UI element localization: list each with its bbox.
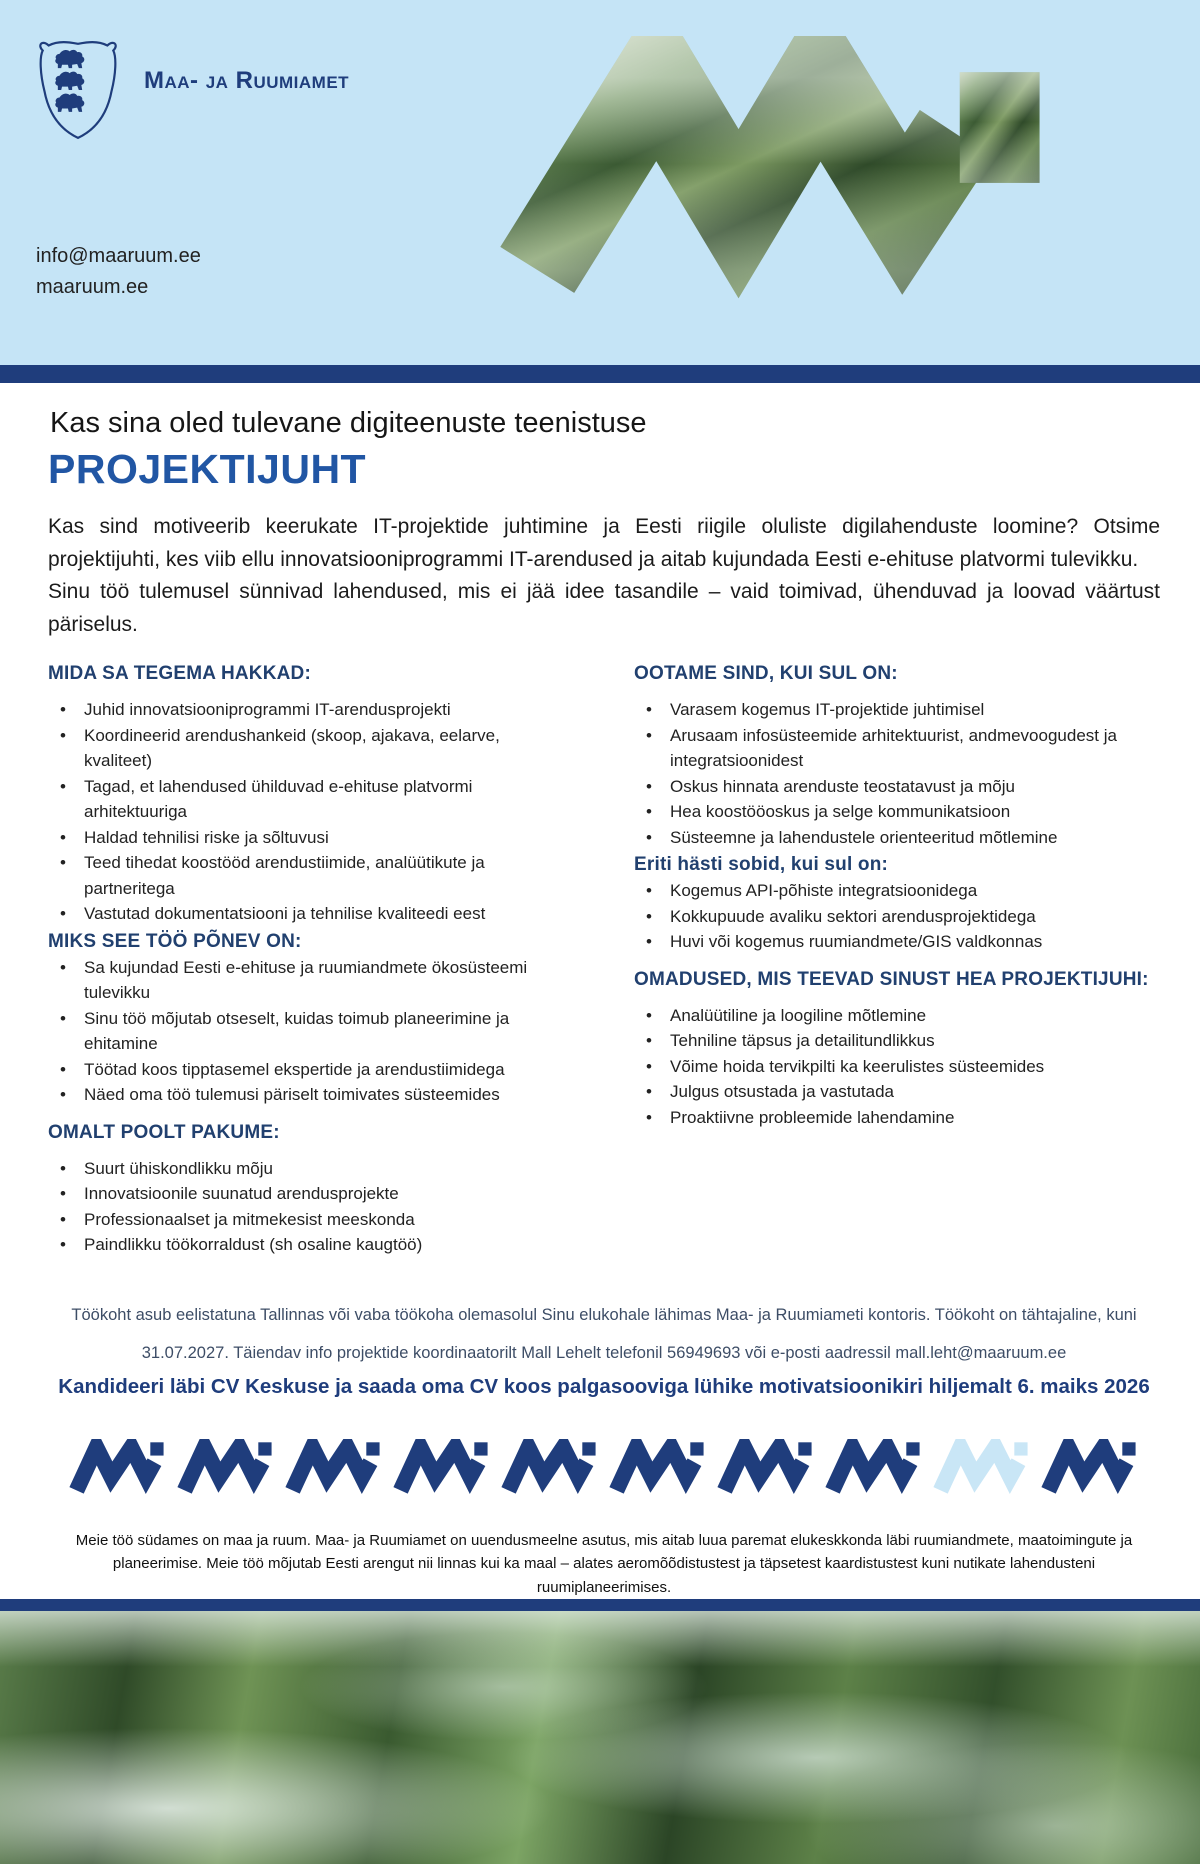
bullet-list — [642, 697, 1156, 850]
list-item: • Arusaam infosüsteemide arhitektuurist, andmevoogudest ja integratsioonidest — [642, 723, 1156, 774]
list-item: • Varasem kogemus IT-projektide juhtimisel — [642, 697, 1156, 723]
section-heading: OOTAME SIND, KUI SUL ON: — [634, 663, 898, 685]
section-heading: Eriti hästi sobid, kui sul on: — [634, 854, 889, 876]
list-item: • Vastutad dokumentatsiooni ja tehnilise kvaliteedi eest — [56, 901, 570, 927]
section-heading: MIDA SA TEGEMA HAKKAD: — [48, 663, 311, 685]
footer-about-text: Meie töö südames on maa ja ruum. Maa- ja Ruumiamet on uuendusmeelne asutus, mis aitab luua paremat elukeskkonda läbi ruumiandmete, maatoimingute ja planeerimise. Meie töö mõjutab Eesti arengut nii linnas kui ka maal – alates aeromõõdistustest ja täpsetest kaardistustest kuni nutikate lahendusteni ruumiplaneerimises. — [75, 1532, 1133, 1596]
kicker-line: Kas sina oled tulevane digiteenuste teenistuse — [50, 407, 647, 439]
logo-pattern-band — [48, 1439, 1160, 1497]
divider-bar-bottom — [0, 1599, 1200, 1611]
contact-website: maaruum.ee — [36, 276, 149, 298]
bullet-list — [56, 1156, 570, 1258]
lion-passant-icon — [55, 50, 84, 68]
list-item: • Haldad tehnilisi riske ja sõltuvusi — [56, 825, 570, 851]
m-logo-icon — [387, 1439, 497, 1497]
main-content — [0, 383, 1200, 1599]
list-item: • Sinu töö mõjutab otseselt, kuidas toimub planeerimine ja ehitamine — [56, 1006, 570, 1057]
section-qualities — [634, 969, 1156, 1131]
list-item: • Sa kujundad Eesti e-ehituse ja ruumiandmete ökosüsteemi tulevikku — [56, 955, 570, 1006]
m-logo-icon — [63, 1439, 173, 1497]
list-item: • Hea koostööoskus ja selge kommunikatsioon — [642, 799, 1156, 825]
section-why-exciting — [48, 931, 570, 1108]
list-item: • Teed tihedat koostööd arendustiimide, analüütikute ja partneritega — [56, 850, 570, 901]
divider-bar-top — [0, 365, 1200, 383]
list-item: • Tehniline täpsus ja detailitundlikkus — [642, 1028, 1156, 1054]
list-item: • Kogemus API-põhiste integratsioonidega — [642, 878, 1156, 904]
list-item: • Juhid innovatsiooniprogrammi IT-arendusprojekti — [56, 697, 570, 723]
m-shaped-landscape-collage — [484, 36, 1062, 308]
contact-block — [36, 241, 201, 303]
m-logo-icon — [1035, 1439, 1145, 1497]
header — [0, 0, 1200, 365]
apply-info-text: Töökoht asub eelistatuna Tallinnas või vaba töökoha olemasolul Sinu elukohale lähimas Maa- ja Ruumiameti kontoris. Töökoht on tähtajaline, kuni 31.07.2027. Täiendav info projektide koordinaatorilt Mall Lehelt telefonil 56949693 või e-posti aadressil mall.leht@maaruum.ee — [71, 1305, 1137, 1363]
lead-paragraph-2: Sinu töö tulemusel sünnivad lahendused, mis ei jää idee tasandile – vaid toimivad, ühenduvad ja loovad väärtust päriselus. — [48, 580, 1160, 636]
section-expectations — [634, 663, 1156, 850]
list-item: • Võime hoida tervikpilti ka keerulistes süsteemides — [642, 1054, 1156, 1080]
aerial-landscape-photo — [0, 1611, 1200, 1864]
bullet-list — [642, 878, 1156, 955]
m-logo-icon — [495, 1439, 605, 1497]
m-logo-icon — [819, 1439, 929, 1497]
list-item: • Suurt ühiskondlikku mõju — [56, 1156, 570, 1182]
list-item: • Näed oma töö tulemusi päriselt toimivates süsteemides — [56, 1082, 570, 1108]
contact-email: info@maaruum.ee — [36, 245, 201, 267]
list-item: • Paindlikku töökorraldust (sh osaline kaugtöö) — [56, 1232, 570, 1258]
m-logo-icon — [171, 1439, 281, 1497]
list-item: • Koordineerid arendushankeid (skoop, ajakava, eelarve, kvaliteet) — [56, 723, 570, 774]
estonian-coat-of-arms-icon — [36, 36, 120, 144]
list-item: • Töötad koos tipptasemel ekspertide ja arendustiimidega — [56, 1057, 570, 1083]
right-column — [634, 663, 1156, 1262]
section-heading: MIKS SEE TÖÖ PÕNEV ON: — [48, 930, 302, 952]
list-item: • Julgus otsustada ja vastutada — [642, 1079, 1156, 1105]
list-item: • Analüütiline ja loogiline mõtlemine — [642, 1003, 1156, 1029]
bullet-list — [56, 955, 570, 1108]
list-item: • Oskus hinnata arenduste teostatavust ja mõju — [642, 774, 1156, 800]
bullet-list — [56, 697, 570, 927]
section-tasks — [48, 663, 570, 927]
lead-paragraph-1: Kas sind motiveerib keerukate IT-projektide juhtimine ja Eesti riigile oluliste digilahenduste loomine? Otsime projektijuhti, kes viib ellu innovatsiooniprogrammi IT-arendused ja aitab kujundada Eesti e-ehituse platvormi tulevikku. — [48, 515, 1160, 571]
list-item: • Innovatsioonile suunatud arendusprojekte — [56, 1181, 570, 1207]
list-item: • Süsteemne ja lahendustele orienteeritud mõtlemine — [642, 825, 1156, 851]
section-especially-suited — [634, 854, 1156, 955]
list-item: • Kokkupuude avaliku sektori arendusprojektidega — [642, 904, 1156, 930]
left-column — [48, 663, 570, 1262]
section-heading: OMALT POOLT PAKUME: — [48, 1121, 280, 1143]
section-we-offer — [48, 1122, 570, 1258]
lead-paragraphs — [48, 511, 1160, 641]
apply-cta-text: Kandideeri läbi CV Keskuse ja saada oma CV koos palgasooviga lühike motivatsioonikiri hiljemalt 6. maiks 2026 — [58, 1375, 1150, 1399]
list-item: • Huvi või kogemus ruumiandmete/GIS valdkonnas — [642, 929, 1156, 955]
org-name: Maa- ja Ruumiamet — [144, 67, 350, 94]
brand — [36, 36, 349, 144]
page-title: PROJEKTIJUHT — [48, 446, 367, 492]
bullet-list — [642, 1003, 1156, 1131]
section-heading: OMADUSED, MIS TEEVAD SINUST HEA PROJEKTIJUHI: — [634, 968, 1149, 990]
list-item: • Proaktiivne probleemide lahendamine — [642, 1105, 1156, 1131]
two-column-lists — [48, 663, 1160, 1262]
apply-block — [48, 1296, 1160, 1400]
m-logo-icon — [711, 1439, 821, 1497]
m-logo-icon — [279, 1439, 389, 1497]
list-item: • Professionaalset ja mitmekesist meeskonda — [56, 1207, 570, 1233]
m-logo-icon — [603, 1439, 713, 1497]
m-logo-icon-light — [927, 1439, 1037, 1497]
list-item: • Tagad, et lahendused ühilduvad e-ehituse platvormi arhitektuuriga — [56, 774, 570, 825]
